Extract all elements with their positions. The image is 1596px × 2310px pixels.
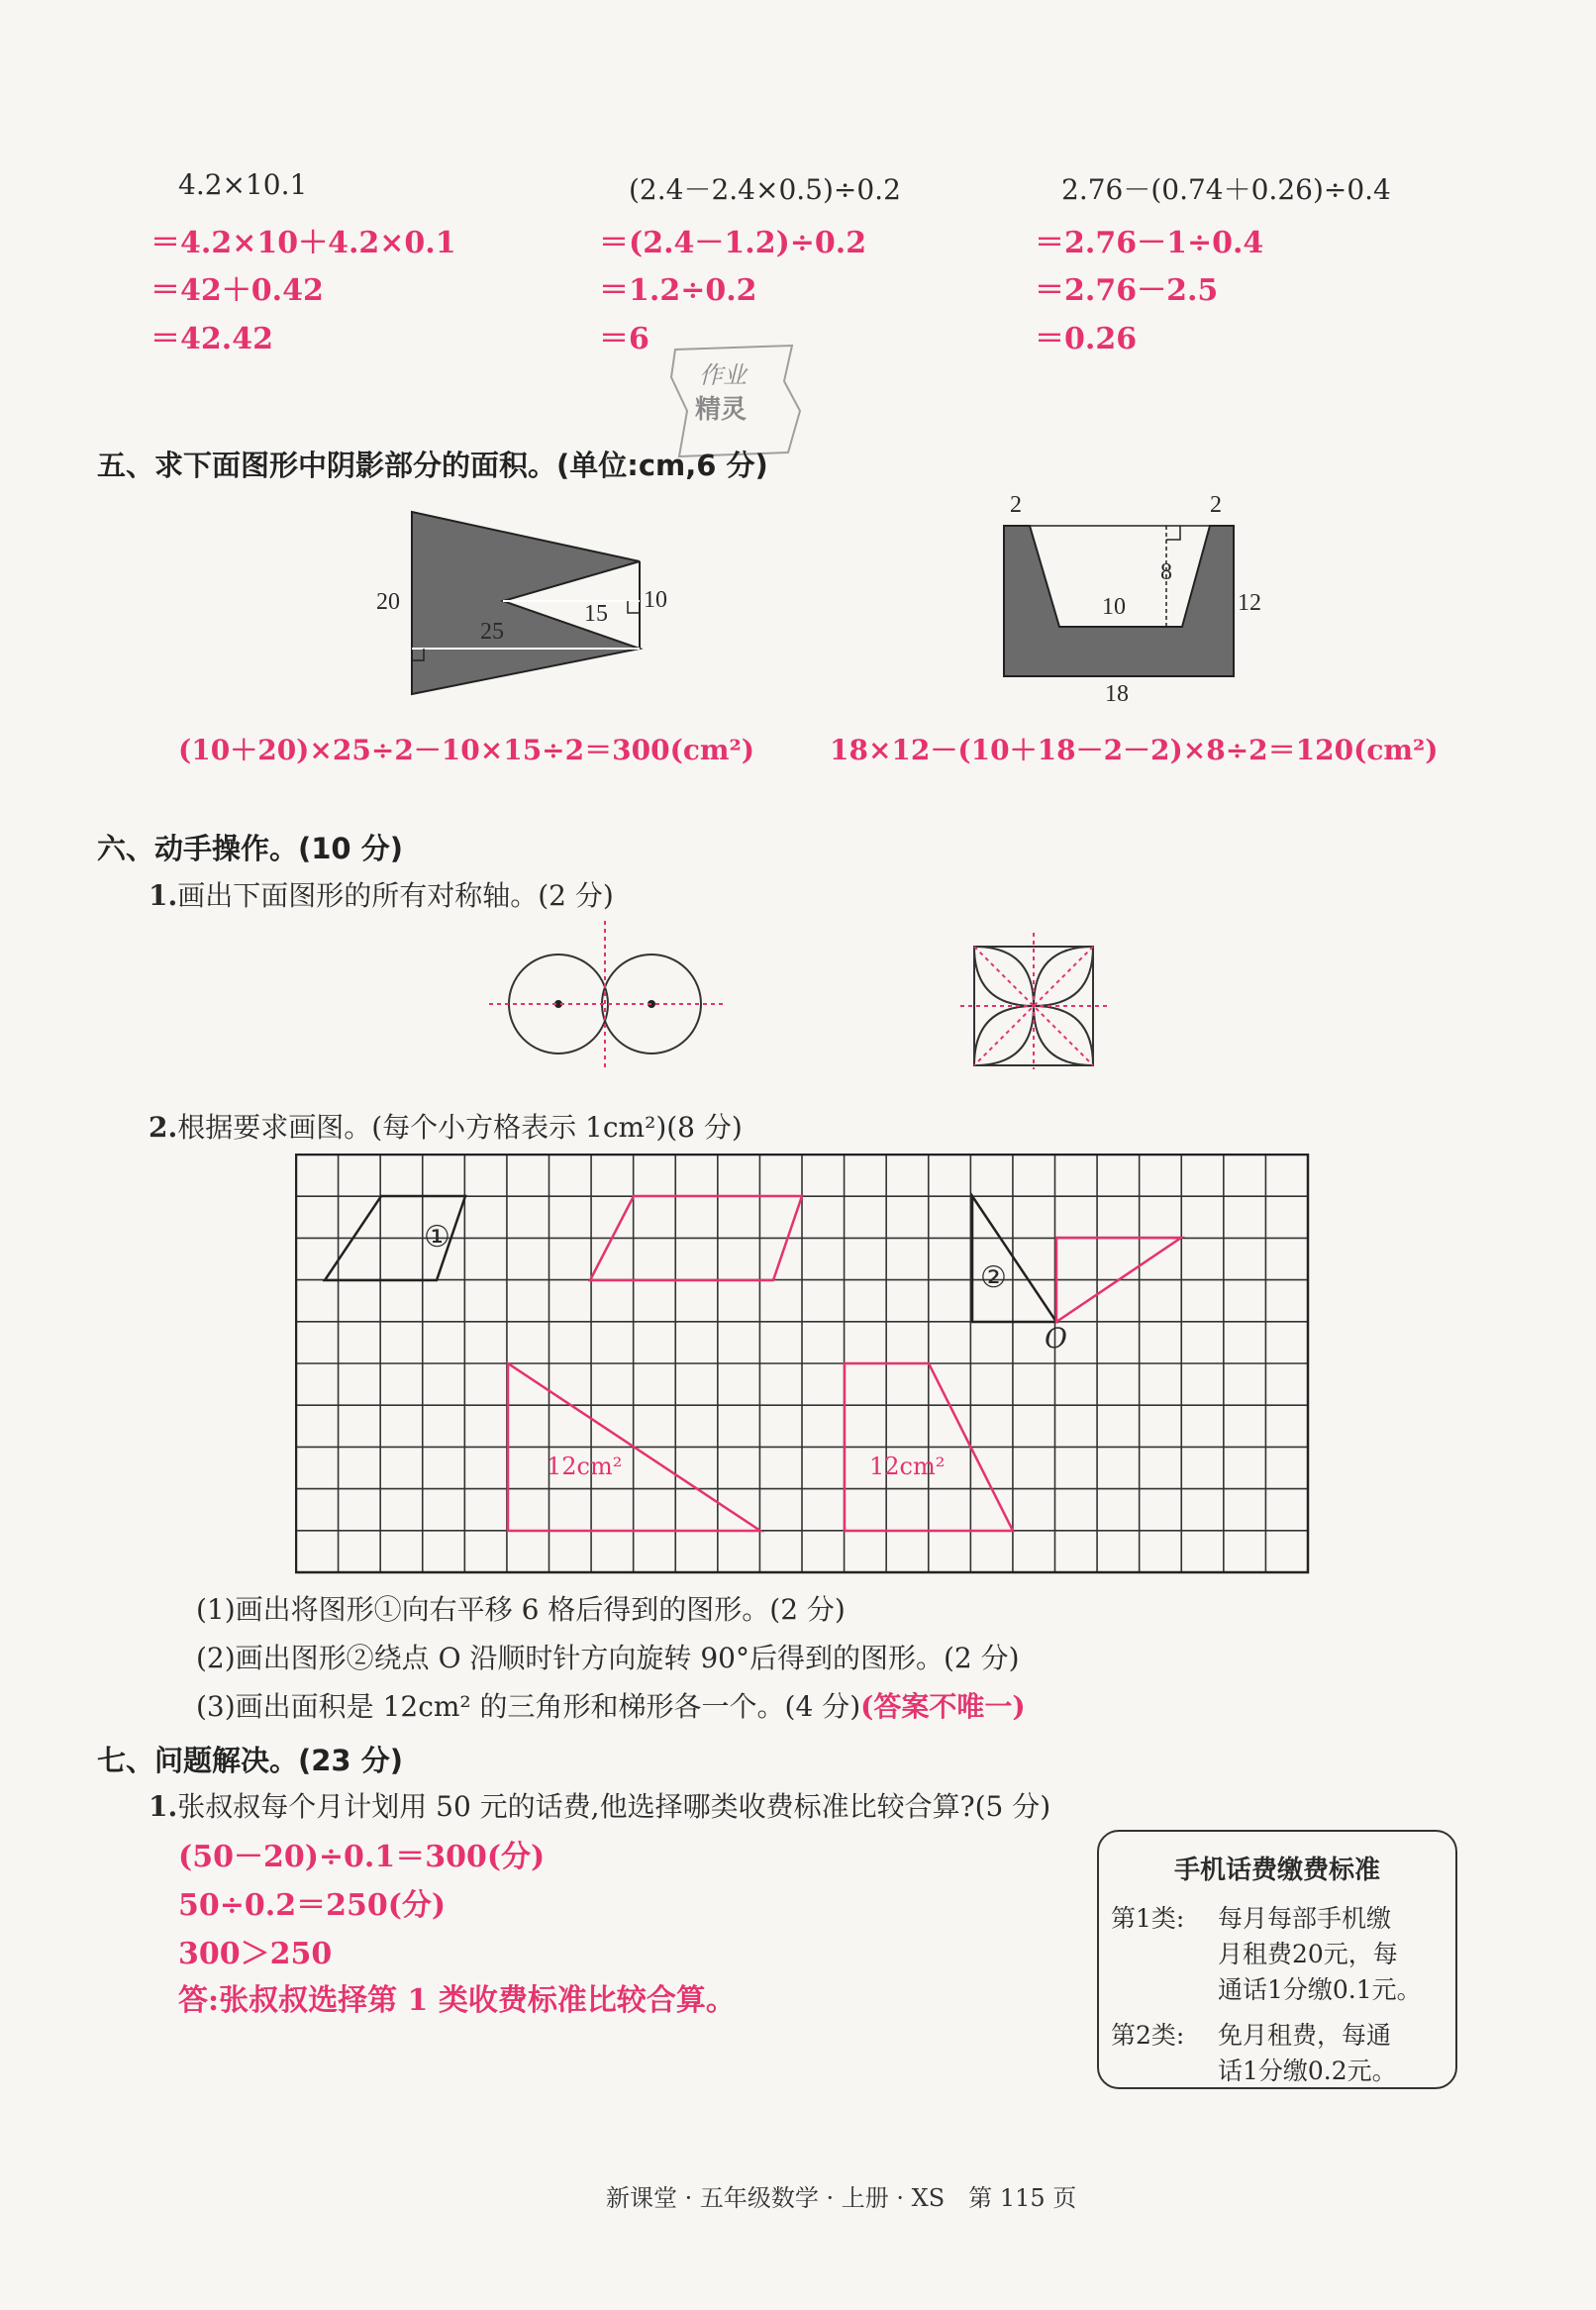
calc-q3-step3: ＝0.26 — [1035, 322, 1138, 356]
fig2-label-12: 12 — [1238, 590, 1261, 616]
requirement-1: (1)画出将图形①向右平移 6 格后得到的图形。(2 分) — [196, 1593, 846, 1626]
answer-line-4: 答:张叔叔选择第 1 类收费标准比较合算。 — [178, 1983, 736, 2018]
section-5-title: 五、求下面图形中阴影部分的面积。(单位:cm,6 分) — [97, 449, 768, 482]
fig2-label-10: 10 — [1102, 594, 1126, 620]
section-5-answer-1: (10＋20)×25÷2－10×15÷2＝300(cm²) — [178, 734, 755, 766]
fig1-label-10: 10 — [644, 587, 667, 613]
section-6-title: 六、动手操作。(10 分) — [97, 832, 403, 865]
label-figure-2: ② — [980, 1260, 1007, 1295]
section-5-answer-2: 18×12－(10＋18－2－2)×8÷2＝120(cm²) — [830, 734, 1439, 766]
q1-number: 1. — [149, 879, 178, 912]
watermark-stamp — [665, 342, 804, 460]
symmetry-figures — [485, 911, 1119, 1069]
fee-standard-box — [1097, 1830, 1457, 2089]
calc-q1-step2: ＝42＋0.42 — [150, 273, 324, 308]
label-area-trapezoid: 12cm² — [869, 1453, 946, 1480]
drawing-grid — [295, 1154, 1311, 1575]
section-6-q2 — [149, 1106, 743, 1146]
calc-q3: 2.76－(0.74＋0.26)÷0.4 — [1061, 173, 1391, 206]
calc-q3-step1: ＝2.76－1÷0.4 — [1035, 226, 1264, 260]
q2-number: 2. — [149, 1111, 178, 1144]
fig2-label-18: 18 — [1105, 681, 1129, 707]
section-6-q1 — [149, 874, 614, 914]
fig1-label-25: 25 — [480, 619, 504, 645]
label-area-triangle: 12cm² — [547, 1453, 623, 1480]
fee-type1-line1: 每月每部手机缴 — [1218, 1904, 1392, 1933]
calc-q2-step3: ＝6 — [599, 322, 649, 356]
calc-q1: 4.2×10.1 — [178, 168, 308, 201]
section-7-q1 — [149, 1785, 1050, 1825]
section-7-title: 七、问题解决。(23 分) — [97, 1744, 403, 1777]
figure-shaded-trapezoid — [376, 500, 673, 698]
calc-q3-step2: ＝2.76－2.5 — [1035, 273, 1219, 308]
calc-q1-step1: ＝4.2×10＋4.2×0.1 — [150, 226, 456, 260]
fee-box-title: 手机话费缴费标准 — [1173, 1856, 1380, 1885]
answer-line-3: 300＞250 — [178, 1937, 333, 1971]
fee-type1-label: 第1类: — [1111, 1904, 1185, 1933]
requirement-3 — [196, 1685, 1026, 1725]
fee-type2-line1: 免月租费，每通 — [1218, 2021, 1392, 2050]
q2-text: 根据要求画图。(每个小方格表示 1cm²)(8 分) — [177, 1111, 743, 1144]
requirement-3-text: (3)画出面积是 12cm² 的三角形和梯形各一个。(4 分) — [196, 1690, 861, 1723]
q7-number: 1. — [149, 1790, 178, 1823]
fig2-label-2-left: 2 — [1010, 492, 1022, 518]
fee-type1-line3: 通话1分缴0.1元。 — [1218, 1975, 1422, 2004]
grid-lines — [296, 1155, 1308, 1572]
requirement-2: (2)画出图形②绕点 O 沿顺时针方向旋转 90°后得到的图形。(2 分) — [196, 1642, 1020, 1674]
stamp-line2: 精灵 — [695, 395, 748, 425]
calc-q2-step1: ＝(2.4－1.2)÷0.2 — [599, 226, 867, 260]
triangle-original — [972, 1196, 1056, 1322]
fig2-label-2-right: 2 — [1210, 492, 1222, 518]
label-figure-1: ① — [424, 1220, 450, 1255]
fee-type2-label: 第2类: — [1111, 2021, 1185, 2050]
fig1-label-15: 15 — [584, 601, 608, 627]
calc-q1-step3: ＝42.42 — [150, 322, 273, 356]
calc-q2: (2.4－2.4×0.5)÷0.2 — [629, 173, 901, 206]
calc-q2-step2: ＝1.2÷0.2 — [599, 273, 757, 308]
q7-text: 张叔叔每个月计划用 50 元的话费,他选择哪类收费标准比较合算?(5 分) — [177, 1790, 1051, 1823]
fee-type1-line2: 月租费20元，每 — [1218, 1940, 1398, 1968]
answer-line-1: (50－20)÷0.1＝300(分) — [178, 1840, 546, 1874]
page-footer: 新课堂 · 五年级数学 · 上册 · XS 第 115 页 — [606, 2184, 1077, 2212]
fig2-label-8: 8 — [1160, 559, 1172, 585]
fee-type2-line2: 话1分缴0.2元。 — [1218, 2057, 1397, 2085]
requirement-3-answer: (答案不唯一) — [860, 1690, 1026, 1723]
answer-line-2: 50÷0.2＝250(分) — [178, 1888, 447, 1923]
q1-text: 画出下面图形的所有对称轴。(2 分) — [177, 879, 614, 912]
fig1-label-20: 20 — [376, 589, 400, 615]
stamp-line1: 作业 — [699, 361, 747, 389]
label-point-o: O — [1045, 1322, 1067, 1355]
